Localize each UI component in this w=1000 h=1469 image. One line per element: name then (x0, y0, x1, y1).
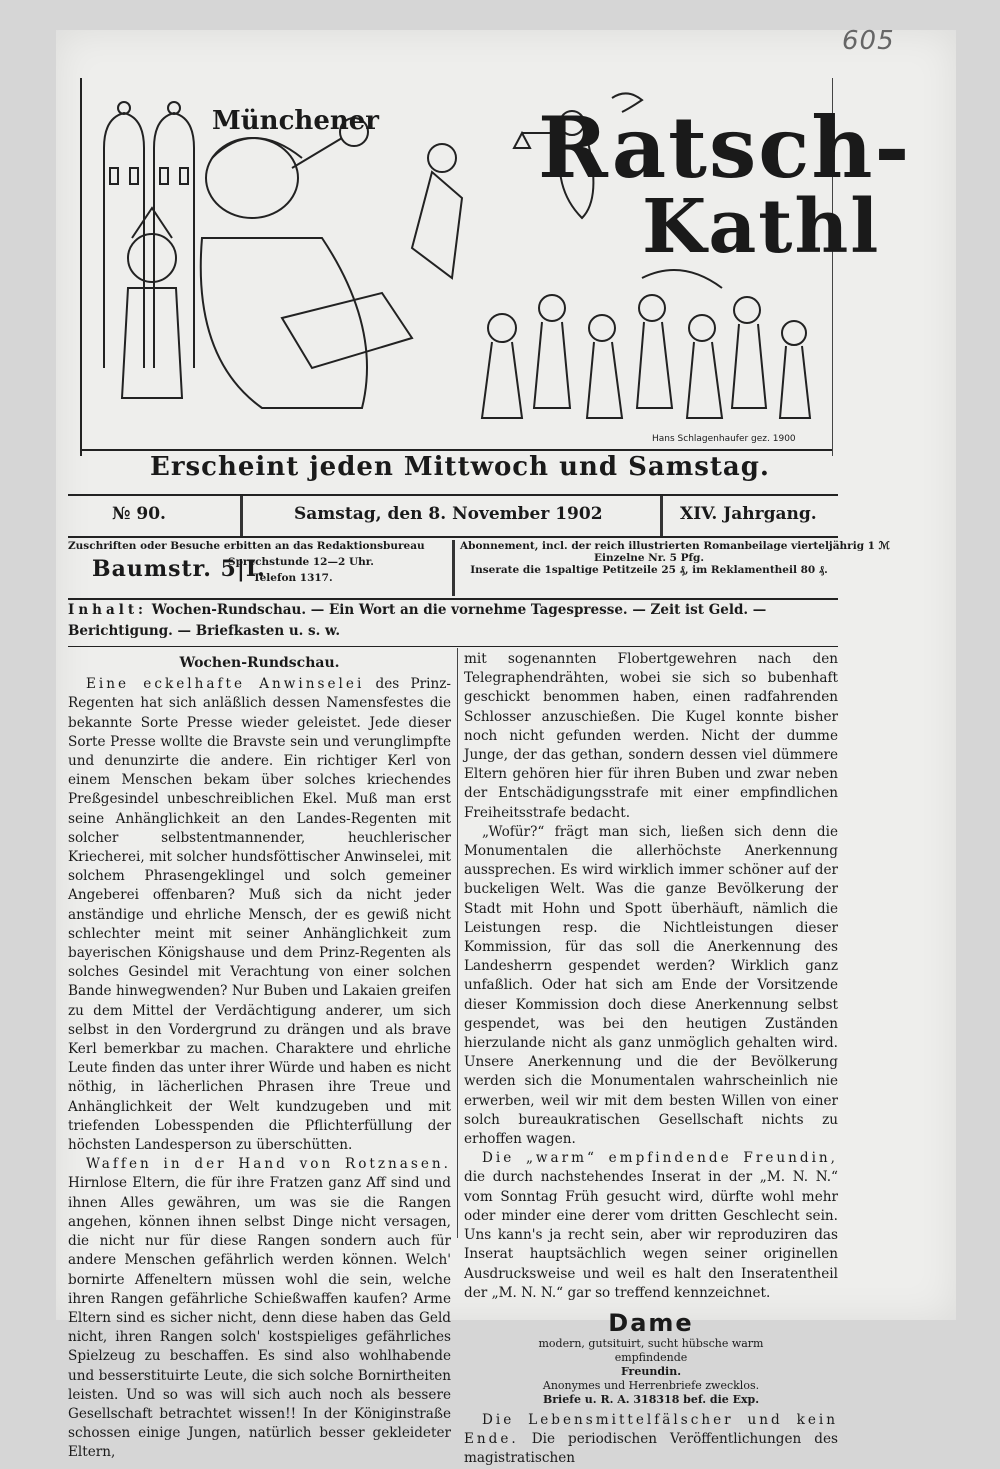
rule-columns (68, 646, 838, 647)
table-of-contents (68, 600, 838, 642)
issue-number: № 90. (112, 504, 166, 524)
article-paragraph: Die Lebensmittelfälscher und kein Ende. Die periodischen Veröffentlichungen des magistratischen (464, 1411, 838, 1467)
subscription-info (68, 540, 890, 596)
classified-ad (464, 1309, 838, 1407)
pencil-page-number: 605 (842, 26, 895, 56)
article-paragraph: Eine eckelhafte Anwinselei des Prinz-Regenten hat sich anläßlich dessen Namensfestes die bekannte Sorte Presse wieder geleistet. Jede dieser Sorte Presse wollte die Bravste sein und verunglimpfte und denunzirte die andere. Ein richtiger Kerl von einem Menschen bekam über solches kriechendes Preßgesindel unbeschreiblichen Ekel. Muß man erst seine Anhänglichkeit an den Landes-Regenten mit solcher selbstentmannender, heuchlerischer Kriecherei, mit solcher hundsföttischer Anwinselei, mit solchem Phrasengeklingel und solch gemeiner Angeberei offenbaren? Muß sich da nicht jeder anständige und ehrliche Mensch, der es gewiß nicht schlechter meint mit seiner Anhänglichkeit zum bayerischen Königshause und dem Prinz-Regenten als solches Gesindel mit Verachtung von einer solchen Bande hinwegwenden? Nur Buben und Lakaien greifen zu dem Mittel der Verdächtigung anderer, um sich selbst in den Vordergrund zu drängen und als brave Kerl bemerkbar zu machen. Charaktere und ehrliche Leute finden das unter ihrer Würde und haben es nicht nöthig, in lächerlichen Phrasen ihre Treue und Anhänglichkeit der Welt kundzugeben und mit triefenden Lobesspenden die Pflichterfüllung der höchsten Landesperson zu überschütten. (68, 676, 451, 1154)
office-hours: Sprechstunde 12—2 Uhr. (228, 556, 374, 568)
editorial-office (68, 540, 448, 592)
subscription-price: Abonnement, incl. der reich illustrierten Romanbeilage vierteljährig 1 ℳ (460, 540, 890, 552)
article-paragraph: Die „warm“ empfindende Freundin, die durch nachstehendes Inserat in der „M. N. N.“ vom Sonntag Früh gesucht wird, dürfte wohl mehr oder minder eine derer vom dritten Geschlecht sein. Uns kann's ja recht sein, aber wir reproduziren das Inserat hauptsächlich wegen seiner originellen Ausdrucksweise und weil es halt den Inseratentheil der „M. N. N.“ gar so treffend kennzeichnet. (464, 1150, 838, 1301)
separator (452, 540, 455, 596)
right-column (464, 650, 838, 1469)
paragraph-lead: Waffen in der Hand von Rotznasen. (86, 1156, 451, 1173)
article-paragraph: Waffen in der Hand von Rotznasen. Hirnlose Eltern, die für ihre Fratzen ganz Aff sind und ihnen Alles gewähren, um was sie die Rangen angehen, können ihnen selbst Dinge nicht versagen, die nicht nur für diese Rangen sondern auch für andere Menschen gefährlich werden können. Welch' bornirte Affeneltern müssen wohl die sein, welche ihren Rangen gefährliche Schießwaffen kaufen? Arme Eltern sind es sicher nicht, denn diese haben das Geld nicht, ihren Rangen solch' kostspieliges gefährliches Spielzeug zu beschaffen. Es sind also wohlhabende und besserstituirte Leute, die sich solche Bornirtheiten leisten. Und so was will sich auch noch als bessere Gesellschaft betrachtet wissen!! In der Königinstraße schossen einige Jungen, natürlich besser gekleideter Eltern, (68, 1156, 451, 1461)
ad-line: empfindende (614, 1350, 688, 1364)
office-notice: Zuschriften oder Besuche erbitten an das Redaktionsbureau (68, 540, 425, 552)
ad-line: Freundin. (620, 1364, 682, 1378)
issue-info-row (68, 496, 838, 536)
artist-signature: Hans Schlagenhaufer gez. 1900 (652, 434, 796, 444)
advert-price: Inserate die 1spaltige Petitzeile 25 ₰, im Reklamentheil 80 ₰. (470, 564, 828, 576)
paragraph-lead: Die Lebensmittelfälscher und kein Ende. (464, 1411, 838, 1448)
masthead (80, 78, 912, 456)
separator (660, 496, 663, 536)
single-issue-price: Einzelne Nr. 5 Pfg. (593, 552, 705, 564)
ad-title: Dame (608, 1308, 694, 1337)
ad-line: Anonymes und Herrenbriefe zwecklos. (542, 1378, 760, 1392)
left-column (68, 650, 451, 1463)
paragraph-lead: Eine eckelhafte Anwinselei (86, 676, 365, 693)
masthead-title-line1: Ratsch- (538, 98, 912, 197)
volume: XIV. Jahrgang. (680, 504, 817, 524)
column-divider (457, 648, 458, 1238)
rule-bottom (68, 536, 838, 538)
pricing (460, 540, 890, 576)
ad-line: Briefe u. R. A. 318318 bef. die Exp. (542, 1392, 760, 1406)
office-address: Baumstr. 5|I. (92, 556, 266, 582)
article-paragraph: mit sogenannten Flobertgewehren nach den Telegraphendrähten, wobei sie sich so bubenhaft geschickt benommen haben, einen radfahrenden Schlosser anzuschießen. Die Kugel konnte bisher noch nicht gefunden werden. Nicht der dumme Junge, der das gethan, sondern dessen viel dümmere Eltern gehören hier für ihren Buben und zwar neben der Entschädigungsstrafe mit einer empfindlichen Freiheitsstrafe bedacht. (464, 651, 838, 821)
publication-frequency: Erscheint jeden Mittwoch und Samstag. (150, 452, 770, 482)
masthead-title-line2: Kathl (642, 184, 881, 270)
contents-text: Wochen-Rundschau. — Ein Wort an die vornehme Tagespresse. — Zeit ist Geld. — Berichtigung. — Briefkasten u. s. w. (68, 602, 767, 639)
separator (240, 496, 243, 536)
article-paragraph: „Wofür?“ frägt man sich, ließen sich denn die Monumentalen die allerhöchste Anerkennung aussprechen. Es wird wirklich immer schöner auf der buckeligen Welt. Was die ganze Bevölkerung der Stadt mit Hohn und Spott überhäuft, nämlich die Leistungen resp. die Nichtleistungen dieser Kommission, für das soll die Anerkennung des Landesherrn gespendet werden? Wirklich ganz unfaßlich. Oder hat sich am Ende der Vorsitzende dieser Kommission doch diese Anerkennung selbst gespendet, was bei den heutigen Zuständen hierzulande nicht als ganz unmöglich gehalten wird. Unsere Anerkennung und die der Bevölkerung werden sich die Monumentalen wahrscheinlich nie erwerben, weil wir mit dem besten Willen von einer solch bureaukratischen Gesellschaft nichts zu erhoffen wagen. (464, 823, 838, 1148)
masthead-title-prefix: Münchener (212, 106, 380, 136)
issue-date: Samstag, den 8. November 1902 (294, 504, 603, 524)
paragraph-lead: Die „warm“ empfindende Freundin, (482, 1150, 838, 1167)
office-phone: Telefon 1317. (253, 572, 333, 584)
article-heading: Wochen-Rundschau. (179, 655, 340, 671)
ad-line: modern, gutsituirt, sucht hübsche warm (538, 1336, 764, 1350)
contents-label: Inhalt: (68, 602, 148, 618)
